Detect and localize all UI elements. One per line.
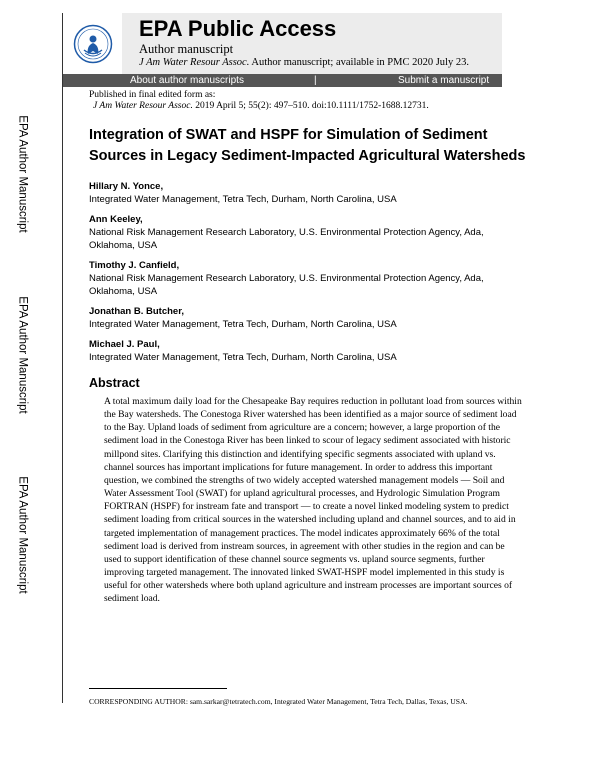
author-affiliation: Integrated Water Management, Tetra Tech, Durham, North Carolina, USA (89, 194, 397, 205)
corresponding-author-footnote: CORRESPONDING AUTHOR: sam.sarkar@tetratech.com, Integrated Water Management, Tetra Tech, Dallas, Texas, USA. (89, 697, 468, 706)
author-name: Hillary N. Yonce, (89, 181, 164, 192)
nav-separator: | (314, 75, 317, 86)
banner-journal: J Am Water Resour Assoc. (139, 57, 250, 68)
about-manuscripts-link[interactable]: About author manuscripts (130, 75, 244, 86)
author-list (89, 180, 529, 371)
author-entry (89, 180, 529, 206)
author-entry (89, 259, 529, 298)
epa-logo (63, 13, 122, 74)
author-entry (89, 305, 529, 331)
epa-seal-icon (73, 24, 113, 64)
author-name: Timothy J. Canfield, (89, 260, 180, 271)
banner-citation (139, 56, 469, 69)
banner-availability: Author manuscript; available in PMC 2020 July 23. (249, 57, 469, 68)
watermark-label: EPA Author Manuscript (17, 115, 29, 233)
published-as-label: Published in final edited form as: (89, 90, 216, 100)
publication-details: 2019 April 5; 55(2): 497–510. doi:10.1111/1752-1688.12731. (192, 101, 429, 111)
nav-bar (63, 74, 502, 87)
banner-title: EPA Public Access (139, 16, 337, 41)
watermark-label: EPA Author Manuscript (17, 476, 29, 594)
publication-journal: J Am Water Resour Assoc. (93, 101, 193, 111)
abstract-body: A total maximum daily load for the Chesapeake Bay requires reduction in pollutant load from sources within the Bay watersheds. The Conestoga River watershed has been identified as a major source of sediment load to the Bay. Upland loads of sediment from agriculture are a concern; however, a large proportion of the sediment load in the Conestoga River has been linked to scour of legacy sediment associated with historic millpond sites. Clarifying this distinction and identifying specific segments associated with upland vs. channel sources has important implications for future management. In order to address this important question, we combined the strengths of two widely accepted watershed management models — Soil and Water Assessment Tool (SWAT) for upland agricultural processes, and Hydrologic Simulation Program FORTRAN (HSPF) for instream fate and transport — to create a novel linked modeling system to predict sediment loading from critical sources in the watershed including upland and channel sources, and to aid in targeted implementation of management practices. The model indicates approximately 66% of the total sediment load is derived from instream sources, in agreement with other studies in the region and can be used to support identification of these channel source segments vs. upland source segments, further improving targeted management. The innovated linked SWAT-HSPF model implemented in this study is useful for other watersheds where both upland agriculture and instream processes are important sources of sediment load. (104, 396, 522, 605)
watermark-label: EPA Author Manuscript (17, 296, 29, 414)
author-name: Ann Keeley, (89, 214, 143, 225)
abstract-heading: Abstract (89, 376, 140, 390)
author-name: Michael J. Paul, (89, 339, 160, 350)
author-affiliation: Integrated Water Management, Tetra Tech, Durham, North Carolina, USA (89, 319, 397, 330)
author-entry (89, 213, 529, 252)
author-affiliation: National Risk Management Research Laboratory, U.S. Environmental Protection Agency, Ada, Oklahoma, USA (89, 227, 484, 251)
footnote-rule (89, 688, 227, 689)
publication-citation (93, 101, 429, 112)
author-affiliation: Integrated Water Management, Tetra Tech, Durham, North Carolina, USA (89, 352, 397, 363)
author-name: Jonathan B. Butcher, (89, 306, 185, 317)
author-entry (89, 338, 529, 364)
article-title: Integration of SWAT and HSPF for Simulation of Sediment Sources in Legacy Sediment-Impacted Agricultural Watersheds (89, 127, 526, 164)
author-affiliation: National Risk Management Research Laboratory, U.S. Environmental Protection Agency, Ada, Oklahoma, USA (89, 273, 484, 297)
submit-manuscript-link[interactable]: Submit a manuscript (398, 75, 490, 86)
banner-subtitle: Author manuscript (139, 42, 234, 56)
margin-rule (62, 13, 63, 703)
